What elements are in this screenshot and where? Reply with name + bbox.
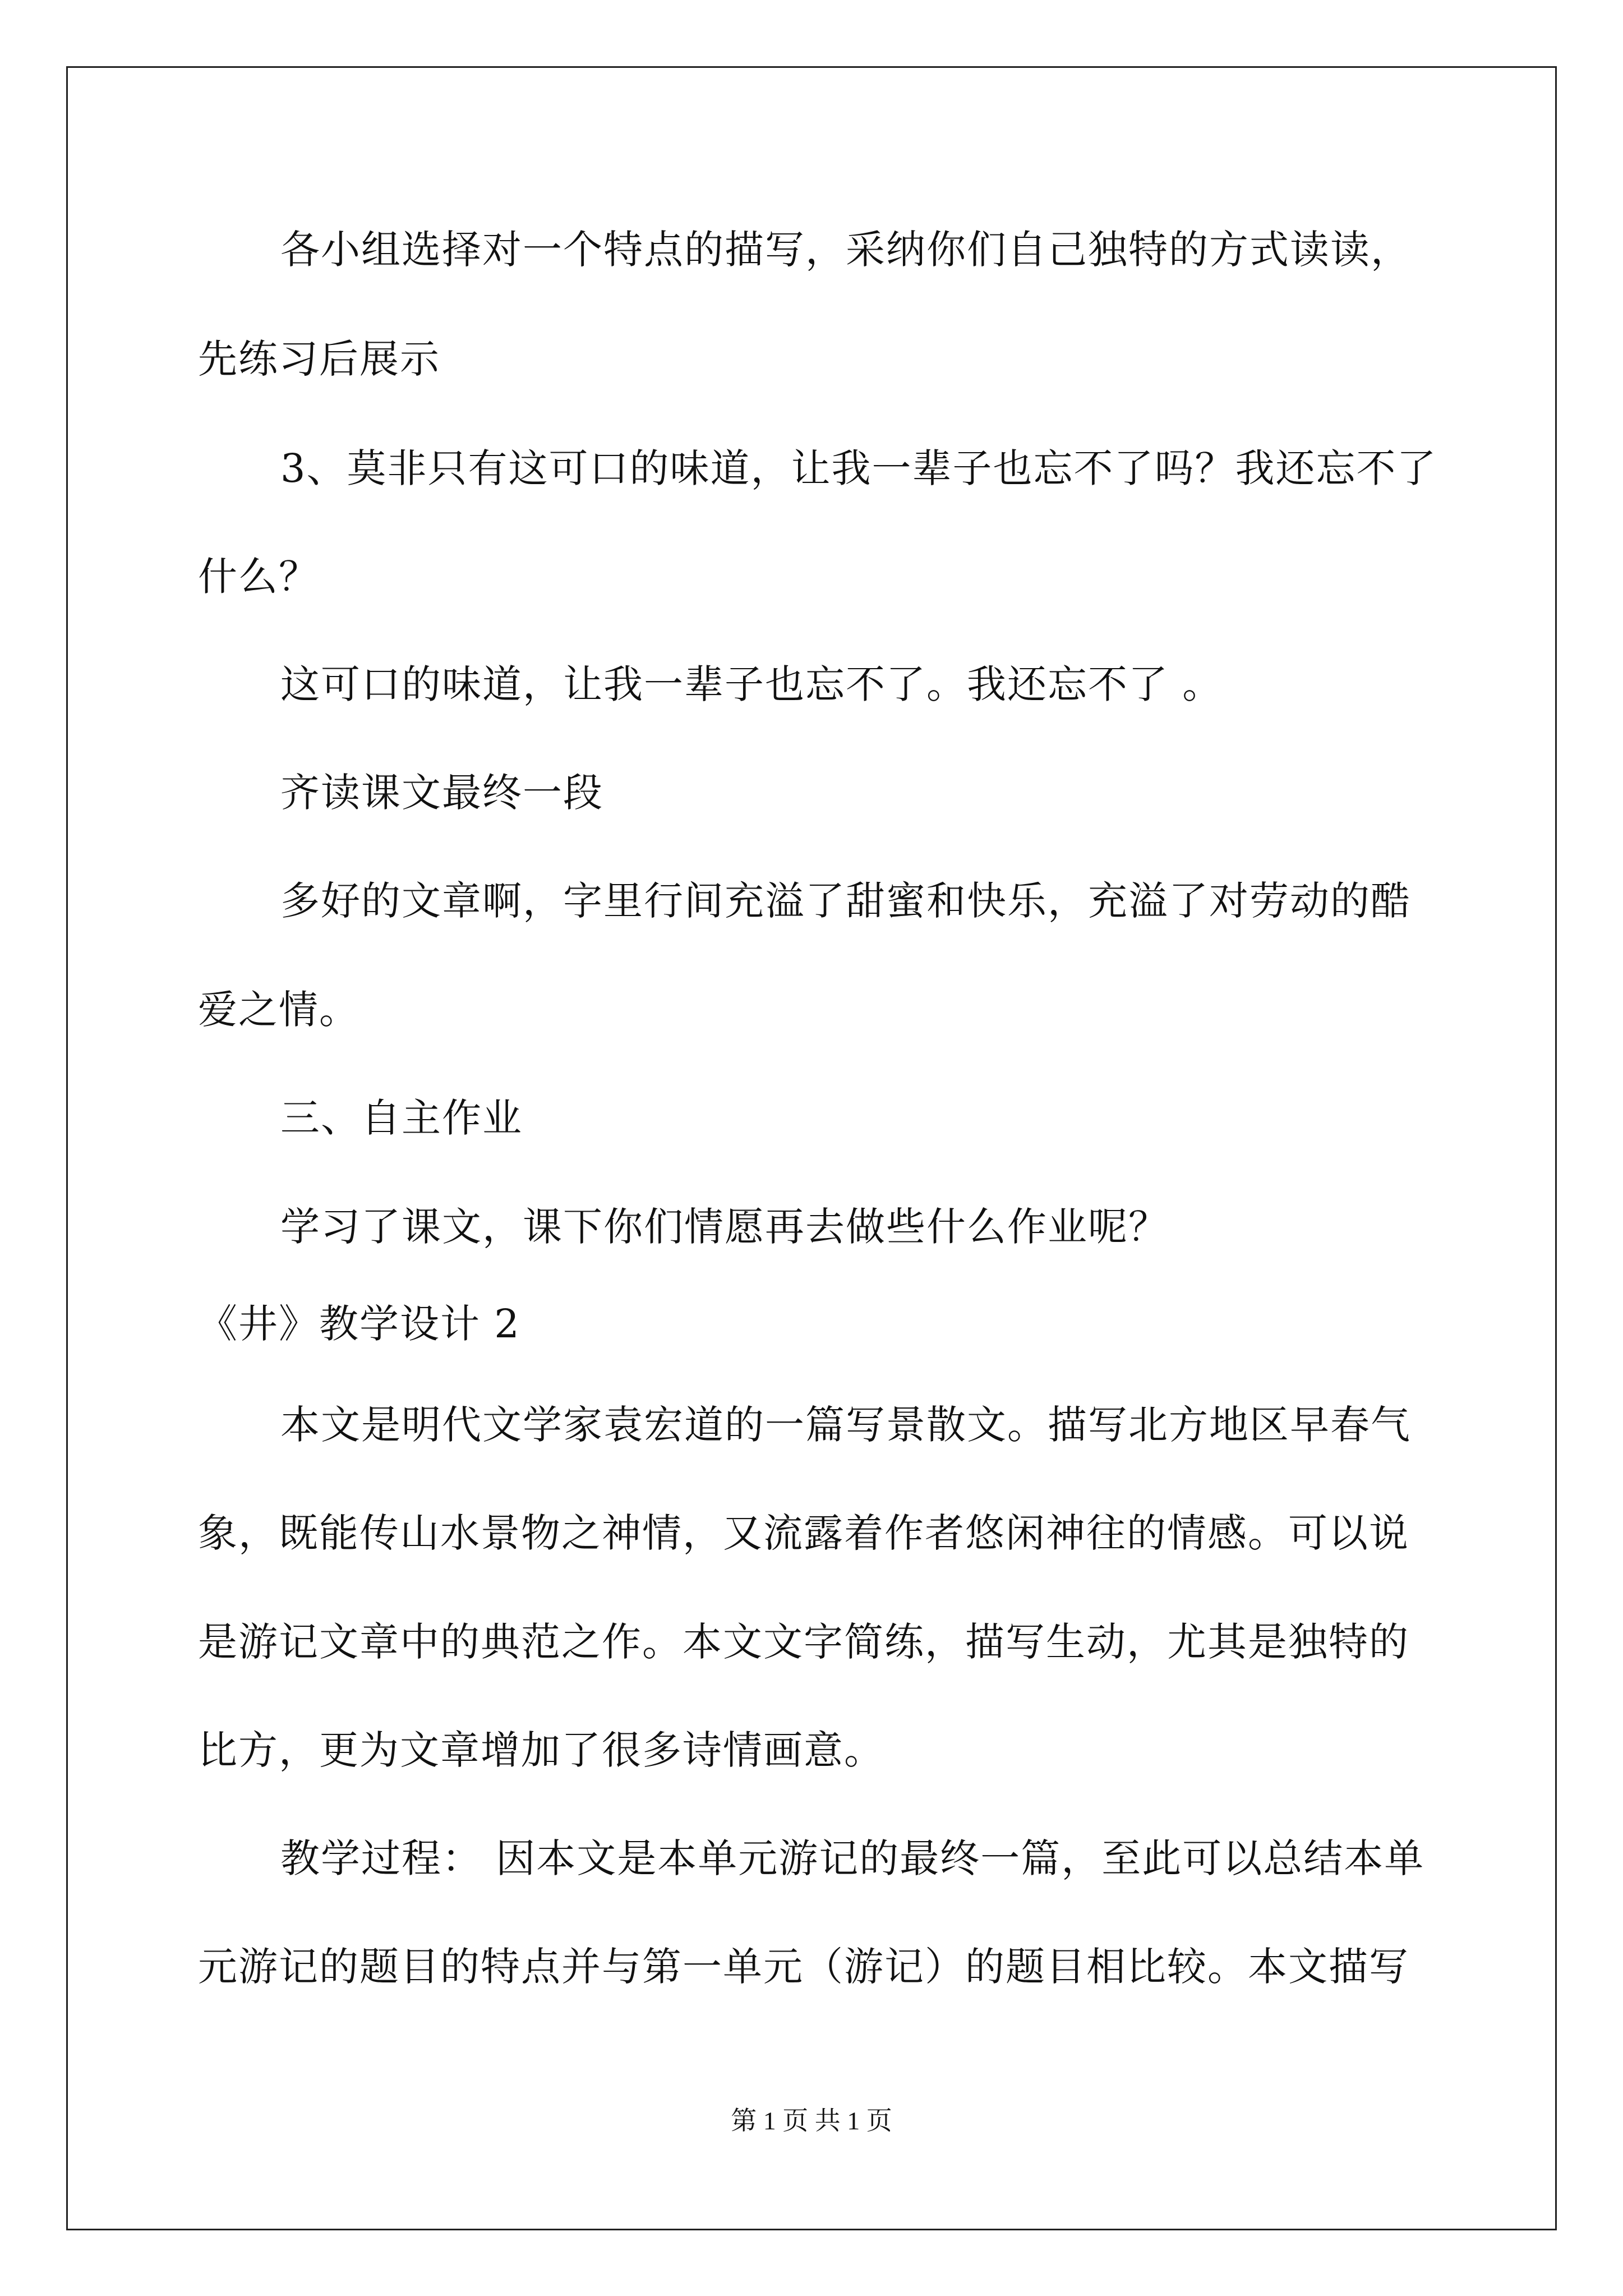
page-border: [66, 66, 1557, 2230]
body-line: 学习了课文，课下你们情愿再去做些什么作业呢？: [280, 1204, 1169, 1250]
body-line: 教学过程： 因本文是本单元游记的最终一篇，至此可以总结本单: [280, 1835, 1425, 1881]
section-heading: 三、自主作业: [280, 1095, 523, 1141]
body-line: 3、莫非只有这可口的味道，让我一辈子也忘不了吗？我还忘不了: [280, 445, 1437, 491]
body-line: 元游记的题目的特点并与第一单元（游记）的题目相比较。本文描写: [198, 1944, 1409, 1990]
page-footer: 第 1 页 共 1 页: [731, 2106, 892, 2135]
body-line: 什么？: [198, 554, 319, 600]
body-line: 爱之情。: [198, 987, 359, 1033]
body-line: 象，既能传山水景物之神情，又流露着作者悠闲神往的情感。可以说: [198, 1510, 1409, 1556]
body-line: 多好的文章啊，字里行间充溢了甜蜜和快乐，充溢了对劳动的酷: [280, 878, 1411, 924]
body-line: 各小组选择对一个特点的描写，采纳你们自己独特的方式读读，: [280, 227, 1411, 273]
body-line: 先练习后展示: [198, 336, 440, 382]
document-title: 《井》教学设计 2: [198, 1301, 520, 1347]
body-line: 是游记文章中的典范之作。本文文字简练，描写生动，尤其是独特的: [198, 1619, 1409, 1665]
body-line: 齐读课文最终一段: [280, 770, 603, 816]
body-line: 这可口的味道，让我一辈子也忘不了。我还忘不了 。: [280, 661, 1223, 707]
body-line: 本文是明代文学家袁宏道的一篇写景散文。描写北方地区早春气: [280, 1402, 1411, 1448]
body-line: 比方，更为文章增加了很多诗情画意。: [198, 1727, 884, 1773]
